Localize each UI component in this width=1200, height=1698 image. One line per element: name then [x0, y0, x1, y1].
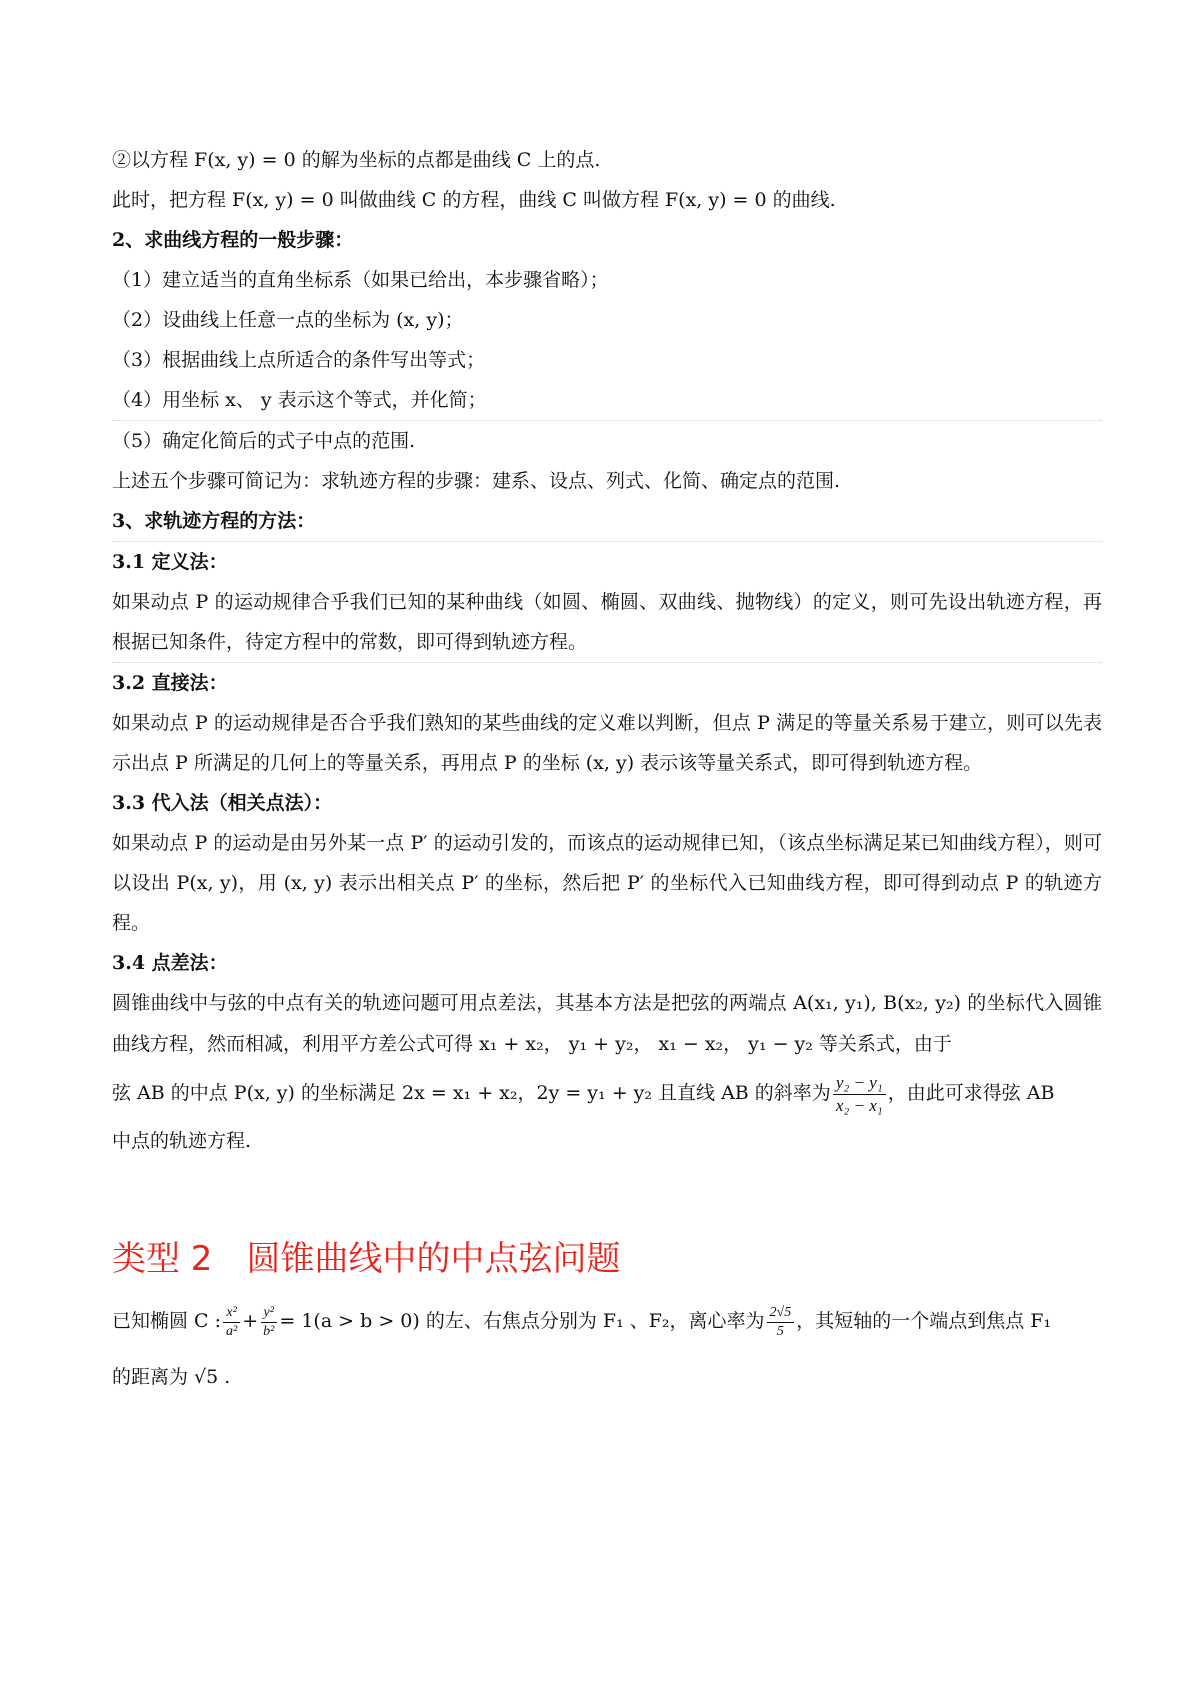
paragraph-definition-method: 如果动点 P 的运动规律合乎我们已知的某种曲线（如圆、椭圆、双曲线、抛物线）的定义，则可先设出轨迹方程，再根据已知条件，待定方程中的常数，即可得到轨迹方程。 — [112, 582, 1102, 663]
condition-line: ②以方程 F(x, y) = 0 的解为坐标的点都是曲线 C 上的点. — [112, 149, 601, 171]
slope-fraction — [833, 1072, 886, 1117]
step-5: （5）确定化简后的式子中点的范围. — [112, 430, 416, 452]
term-x-denominator: a² — [226, 1323, 238, 1339]
term-x-numerator: x² — [223, 1304, 239, 1323]
step-4: （4）用坐标 x、 y 表示这个等式，并化简； — [112, 380, 1102, 421]
heading-point-difference-method: 3.4 点差法： — [112, 952, 228, 974]
paragraph-end: 中点的轨迹方程. — [112, 1130, 252, 1152]
plus-sign: + — [242, 1310, 259, 1332]
heading-methods: 3、求轨迹方程的方法： — [112, 501, 1102, 542]
ellipse-term-x — [223, 1304, 240, 1341]
eccentricity-denominator: 5 — [776, 1323, 784, 1339]
heading-definition-method: 3.1 定义法： — [112, 551, 228, 573]
paragraph-point-difference-method: 圆锥曲线中与弦的中点有关的轨迹问题可用点差法，其基本方法是把弦的两端点 A(x₁, y₁), B(x₂, y₂) 的坐标代入圆锥曲线方程，然而相减，利用平方差公式可得 x₁ + x₂， y₁ + y₂， x₁ − x₂， y₁ − y₂ 等关系式，由于 — [112, 992, 1102, 1055]
definition-line: 此时，把方程 F(x, y) = 0 叫做曲线 C 的方程，曲线 C 叫做方程 F(x, y) = 0 的曲线. — [112, 189, 836, 211]
heading-general-steps: 2、求曲线方程的一般步骤： — [112, 229, 354, 251]
step-2: （2）设曲线上任意一点的坐标为 (x, y)； — [112, 309, 464, 331]
slope-denominator: x₂ − x₁ — [835, 1095, 883, 1115]
question-text-start: 已知椭圆 C : — [112, 1310, 222, 1332]
question-text-end: ，其短轴的一个端点到焦点 F₁ — [796, 1310, 1052, 1332]
ellipse-term-y — [260, 1304, 277, 1341]
midpoint-text-end: ，由此可求得弦 AB — [887, 1082, 1055, 1104]
term-y-numerator: y² — [261, 1304, 277, 1323]
midpoint-text: 弦 AB 的中点 P(x, y) 的坐标满足 2x = x₁ + x₂，2y = y₁ + y₂ 且直线 AB 的斜率为 — [112, 1082, 831, 1104]
steps-summary: 上述五个步骤可简记为：求轨迹方程的步骤：建系、设点、列式、化简、确定点的范围. — [112, 470, 841, 492]
step-1: （1）建立适当的直角坐标系（如果已给出，本步骤省略）； — [112, 269, 609, 291]
step-3: （3）根据曲线上点所适合的条件写出等式； — [112, 349, 486, 371]
eccentricity-numerator: 2√5 — [767, 1304, 795, 1323]
heading-substitution-method: 3.3 代入法（相关点法）： — [112, 792, 333, 814]
paragraph-substitution-method: 如果动点 P 的运动是由另外某一点 P′ 的运动引发的，而该点的运动规律已知，（该点坐标满足某已知曲线方程），则可以设出 P(x, y)，用 (x, y) 表示出相关点 P′ 的坐标，然后把 P′ 的坐标代入已知曲线方程，即可得到动点 P 的轨迹方程。 — [112, 832, 1102, 934]
question-line — [112, 1293, 1102, 1349]
question-text-mid: = 1(a > b > 0) 的左、右焦点分别为 F₁ 、F₂，离心率为 — [279, 1310, 765, 1332]
paragraph-direct-method: 如果动点 P 的运动规律是否合乎我们熟知的某些曲线的定义难以判断，但点 P 满足的等量关系易于建立，则可以先表示出点 P 所满足的几何上的等量关系，再用点 P 的坐标 (x, y) 表示该等量关系式，即可得到轨迹方程。 — [112, 712, 1102, 774]
section-title: 类型 2 圆锥曲线中的中点弦问题 — [112, 1239, 621, 1279]
document-body — [112, 140, 1102, 1405]
heading-direct-method: 3.2 直接法： — [112, 672, 228, 694]
eccentricity-fraction — [767, 1304, 795, 1341]
term-y-denominator: b² — [263, 1323, 275, 1339]
midpoint-slope-line — [112, 1065, 1102, 1121]
slope-numerator: y₂ − y₁ — [833, 1072, 886, 1095]
question-line-2: 的距离为 √5 . — [112, 1366, 231, 1388]
